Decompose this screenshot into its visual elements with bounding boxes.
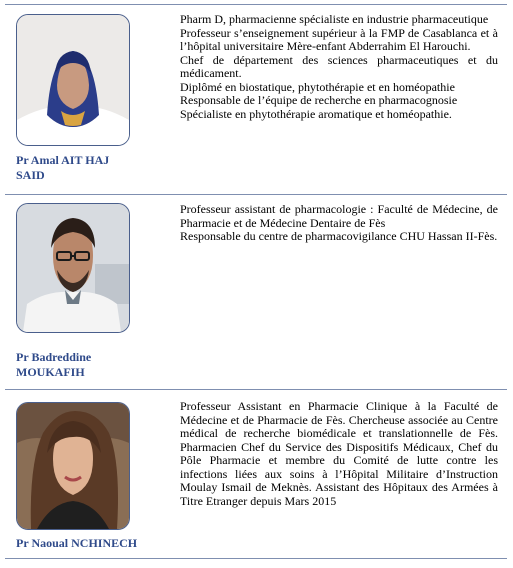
profile-bio: Professeur assistant de pharmacologie : Faculté de Médecine, de Pharmacie et de Médecine Dentaire de Fès Responsable du centre de pharmacovigilance CHU Hassan II-Fès. xyxy=(180,202,498,243)
profile-name: Pr Naoual NCHINECH xyxy=(16,536,138,550)
divider xyxy=(5,558,507,559)
profile-photo xyxy=(16,203,130,333)
divider xyxy=(5,389,507,390)
portrait-woman-hair-icon xyxy=(17,403,129,529)
profile-photo xyxy=(16,14,130,146)
profile-bio: Professeur Assistant en Pharmacie Clinique à la Faculté de Médecine et de Pharmacie de Fès. Chercheuse associée au Centre médical de recherche biomédicale et translationnelle de Fès. Pharmacien Chef du Service des Dispositifs Médicaux, Chef du Pôle Pharmacie et membre du Comité de lutte contre les infections liées aux soins à l’Hôpital Militaire d’Instruction Moulay Ismail de Meknès. Assistant des Hôpitaux des Armées à Titre Etranger depuis Mars 2015 xyxy=(180,399,498,508)
profile-name: Pr Badreddine MOUKAFIH xyxy=(16,350,92,379)
profile-photo xyxy=(16,402,130,530)
profile-bio: Pharm D, pharmacienne spécialiste en industrie pharmaceutique Professeur s’enseignement supérieur à la FMP de Casablanca et à l’hôpital universitaire Mère-enfant Abderrahim El Harouchi. Chef de département des sciences pharmaceutiques et du médicament. Diplômé en biostatique, phytothérapie et en homéopathie Responsable de l’équipe de recherche en pharmacognosie Spécialiste en phytothérapie aromatique et homéopathie. xyxy=(180,12,498,121)
profile-name: Pr Amal AIT HAJ SAID xyxy=(16,153,110,182)
divider xyxy=(5,4,507,5)
divider xyxy=(5,194,507,195)
portrait-man-glasses-icon xyxy=(17,204,129,332)
portrait-woman-headscarf-icon xyxy=(17,15,129,145)
